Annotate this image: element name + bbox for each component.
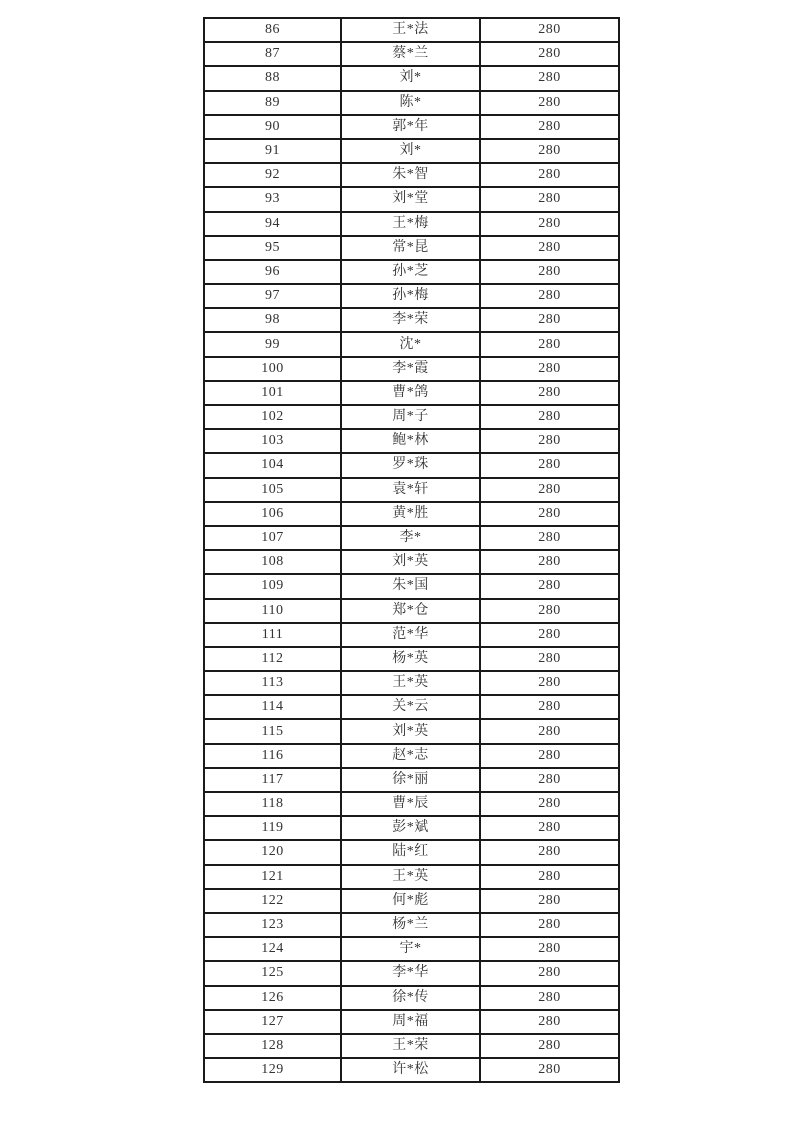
rank-cell: 118	[204, 792, 341, 816]
table-row	[204, 91, 619, 115]
amount-cell: 280	[480, 1010, 619, 1034]
table-row	[204, 453, 619, 477]
rank-cell: 108	[204, 550, 341, 574]
rank-cell: 91	[204, 139, 341, 163]
rank-cell: 92	[204, 163, 341, 187]
amount-cell: 280	[480, 284, 619, 308]
name-cell: 王*英	[341, 865, 480, 889]
name-cell: 王*梅	[341, 212, 480, 236]
amount-cell: 280	[480, 308, 619, 332]
table-row	[204, 212, 619, 236]
table-row	[204, 671, 619, 695]
name-cell: 孙*梅	[341, 284, 480, 308]
amount-cell: 280	[480, 719, 619, 743]
rank-cell: 124	[204, 937, 341, 961]
rank-cell: 87	[204, 42, 341, 66]
name-cell: 罗*珠	[341, 453, 480, 477]
amount-cell: 280	[480, 961, 619, 985]
table-row	[204, 115, 619, 139]
table-row	[204, 139, 619, 163]
name-cell: 李*荣	[341, 308, 480, 332]
table-row	[204, 913, 619, 937]
amount-cell: 280	[480, 744, 619, 768]
table-row	[204, 236, 619, 260]
amount-cell: 280	[480, 453, 619, 477]
amount-cell: 280	[480, 768, 619, 792]
table-row	[204, 937, 619, 961]
name-cell: 朱*智	[341, 163, 480, 187]
name-cell: 陆*红	[341, 840, 480, 864]
rank-cell: 129	[204, 1058, 341, 1082]
rank-cell: 102	[204, 405, 341, 429]
amount-cell: 280	[480, 66, 619, 90]
rank-cell: 89	[204, 91, 341, 115]
name-cell: 曹*辰	[341, 792, 480, 816]
rank-cell: 119	[204, 816, 341, 840]
rank-cell: 109	[204, 574, 341, 598]
rank-cell: 95	[204, 236, 341, 260]
table-row	[204, 768, 619, 792]
rank-cell: 128	[204, 1034, 341, 1058]
amount-cell: 280	[480, 18, 619, 42]
name-cell: 袁*轩	[341, 478, 480, 502]
name-cell: 徐*丽	[341, 768, 480, 792]
rank-cell: 90	[204, 115, 341, 139]
table-row	[204, 695, 619, 719]
amount-cell: 280	[480, 357, 619, 381]
table-row	[204, 623, 619, 647]
rank-cell: 125	[204, 961, 341, 985]
amount-cell: 280	[480, 405, 619, 429]
rank-cell: 96	[204, 260, 341, 284]
amount-cell: 280	[480, 671, 619, 695]
rank-cell: 97	[204, 284, 341, 308]
name-cell: 关*云	[341, 695, 480, 719]
rank-cell: 99	[204, 332, 341, 356]
name-cell: 李*华	[341, 961, 480, 985]
table-row	[204, 840, 619, 864]
amount-cell: 280	[480, 332, 619, 356]
amount-cell: 280	[480, 163, 619, 187]
amount-cell: 280	[480, 647, 619, 671]
amount-cell: 280	[480, 550, 619, 574]
name-cell: 常*昆	[341, 236, 480, 260]
table-row	[204, 357, 619, 381]
amount-cell: 280	[480, 913, 619, 937]
rank-cell: 103	[204, 429, 341, 453]
table-row	[204, 429, 619, 453]
rank-cell: 111	[204, 623, 341, 647]
amount-cell: 280	[480, 212, 619, 236]
name-cell: 徐*传	[341, 986, 480, 1010]
name-cell: 许*松	[341, 1058, 480, 1082]
rank-cell: 112	[204, 647, 341, 671]
amount-cell: 280	[480, 865, 619, 889]
rank-cell: 105	[204, 478, 341, 502]
name-amount-table	[203, 17, 620, 1083]
name-cell: 沈*	[341, 332, 480, 356]
rank-cell: 113	[204, 671, 341, 695]
table-row	[204, 526, 619, 550]
rank-cell: 115	[204, 719, 341, 743]
table-row	[204, 260, 619, 284]
name-cell: 王*法	[341, 18, 480, 42]
rank-cell: 93	[204, 187, 341, 211]
amount-cell: 280	[480, 478, 619, 502]
table-row	[204, 1034, 619, 1058]
table-row	[204, 284, 619, 308]
amount-cell: 280	[480, 429, 619, 453]
amount-cell: 280	[480, 1034, 619, 1058]
rank-cell: 98	[204, 308, 341, 332]
rank-cell: 107	[204, 526, 341, 550]
table-row	[204, 647, 619, 671]
table-row	[204, 599, 619, 623]
table-row	[204, 42, 619, 66]
amount-cell: 280	[480, 502, 619, 526]
table-row	[204, 889, 619, 913]
rank-cell: 117	[204, 768, 341, 792]
name-cell: 刘*	[341, 139, 480, 163]
name-cell: 朱*国	[341, 574, 480, 598]
name-cell: 陈*	[341, 91, 480, 115]
amount-cell: 280	[480, 381, 619, 405]
name-cell: 刘*堂	[341, 187, 480, 211]
table-row	[204, 332, 619, 356]
rank-cell: 86	[204, 18, 341, 42]
name-cell: 李*	[341, 526, 480, 550]
amount-cell: 280	[480, 574, 619, 598]
table-row	[204, 18, 619, 42]
amount-cell: 280	[480, 139, 619, 163]
amount-cell: 280	[480, 599, 619, 623]
amount-cell: 280	[480, 1058, 619, 1082]
amount-cell: 280	[480, 260, 619, 284]
name-cell: 范*华	[341, 623, 480, 647]
name-cell: 彭*斌	[341, 816, 480, 840]
table-row	[204, 961, 619, 985]
table-row	[204, 381, 619, 405]
amount-cell: 280	[480, 42, 619, 66]
name-cell: 宇*	[341, 937, 480, 961]
name-cell: 蔡*兰	[341, 42, 480, 66]
name-cell: 王*英	[341, 671, 480, 695]
name-cell: 李*霞	[341, 357, 480, 381]
table-row	[204, 550, 619, 574]
name-cell: 周*子	[341, 405, 480, 429]
table-row	[204, 744, 619, 768]
name-cell: 赵*志	[341, 744, 480, 768]
rank-cell: 122	[204, 889, 341, 913]
amount-cell: 280	[480, 986, 619, 1010]
rank-cell: 110	[204, 599, 341, 623]
table-row	[204, 478, 619, 502]
amount-cell: 280	[480, 792, 619, 816]
name-cell: 刘*英	[341, 719, 480, 743]
name-cell: 何*彪	[341, 889, 480, 913]
table-row	[204, 986, 619, 1010]
rank-cell: 104	[204, 453, 341, 477]
name-cell: 孙*芝	[341, 260, 480, 284]
table-row	[204, 816, 619, 840]
amount-cell: 280	[480, 91, 619, 115]
rank-cell: 116	[204, 744, 341, 768]
name-cell: 鲍*林	[341, 429, 480, 453]
table-row	[204, 865, 619, 889]
name-cell: 杨*兰	[341, 913, 480, 937]
name-cell: 杨*英	[341, 647, 480, 671]
rank-cell: 123	[204, 913, 341, 937]
name-cell: 周*福	[341, 1010, 480, 1034]
rank-cell: 94	[204, 212, 341, 236]
rank-cell: 120	[204, 840, 341, 864]
name-cell: 黄*胜	[341, 502, 480, 526]
table-row	[204, 308, 619, 332]
amount-cell: 280	[480, 889, 619, 913]
amount-cell: 280	[480, 526, 619, 550]
amount-cell: 280	[480, 187, 619, 211]
amount-cell: 280	[480, 840, 619, 864]
table-row	[204, 187, 619, 211]
name-cell: 郑*仓	[341, 599, 480, 623]
name-cell: 郭*年	[341, 115, 480, 139]
rank-cell: 114	[204, 695, 341, 719]
amount-cell: 280	[480, 816, 619, 840]
rank-cell: 106	[204, 502, 341, 526]
amount-cell: 280	[480, 695, 619, 719]
table-row	[204, 574, 619, 598]
name-cell: 曹*鸽	[341, 381, 480, 405]
rank-cell: 127	[204, 1010, 341, 1034]
name-cell: 刘*	[341, 66, 480, 90]
table-body	[204, 18, 619, 1082]
table-row	[204, 1058, 619, 1082]
rank-cell: 121	[204, 865, 341, 889]
name-cell: 王*荣	[341, 1034, 480, 1058]
amount-cell: 280	[480, 937, 619, 961]
name-cell: 刘*英	[341, 550, 480, 574]
rank-cell: 88	[204, 66, 341, 90]
amount-cell: 280	[480, 236, 619, 260]
amount-cell: 280	[480, 115, 619, 139]
rank-cell: 101	[204, 381, 341, 405]
rank-cell: 100	[204, 357, 341, 381]
rank-cell: 126	[204, 986, 341, 1010]
table-row	[204, 405, 619, 429]
table-row	[204, 1010, 619, 1034]
amount-cell: 280	[480, 623, 619, 647]
table-row	[204, 792, 619, 816]
table-row	[204, 719, 619, 743]
table-row	[204, 66, 619, 90]
table-row	[204, 502, 619, 526]
table-row	[204, 163, 619, 187]
